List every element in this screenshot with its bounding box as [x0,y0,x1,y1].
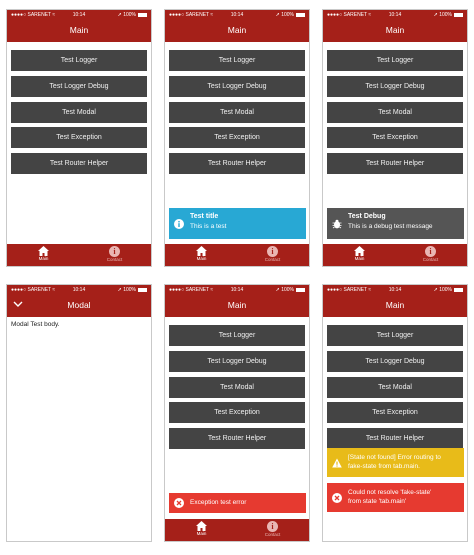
test-logger-button[interactable]: Test Logger [327,50,463,71]
clock: 10:14 [388,12,402,18]
carrier-label: SARENET [27,12,52,18]
error-toast[interactable] [327,483,464,512]
tab-contact[interactable] [394,244,467,266]
nav-header [7,285,151,317]
tab-main-label: Main [354,256,365,261]
nav-header [165,285,309,317]
test-logger-debug-button[interactable]: Test Logger Debug [327,351,463,372]
page-title: Main [227,300,247,310]
test-modal-button[interactable]: Test Modal [11,102,147,123]
status-bar [323,286,467,295]
test-modal-button[interactable]: Test Modal [169,102,305,123]
toast-message [348,453,460,471]
test-logger-button[interactable]: Test Logger [169,50,305,71]
carrier-label: SARENET [185,12,210,18]
tab-contact-label: Contact [264,257,281,262]
test-router-helper-button[interactable]: Test Router Helper [169,153,305,174]
battery-icon [296,288,305,292]
status-bar [323,11,467,20]
tab-bar [165,519,309,541]
warning-toast[interactable] [327,448,464,477]
info-icon: i [267,521,278,532]
signal-icon: ●●●●○ [169,287,185,293]
info-toast[interactable] [169,208,306,239]
wifi-icon: ≈ [210,12,214,18]
info-circle-icon [174,219,184,229]
test-logger-debug-button[interactable]: Test Logger Debug [11,76,147,97]
battery-percent: 100% [439,12,452,18]
tab-bar [165,244,309,266]
tab-main[interactable] [7,244,80,266]
toast-message-line-2: from state 'tab.main' [348,498,407,505]
location-icon: ➚ [275,287,280,293]
signal-icon: ●●●●○ [327,287,343,293]
battery-icon [138,288,147,292]
test-logger-debug-button[interactable]: Test Logger Debug [169,76,305,97]
test-exception-button[interactable]: Test Exception [327,402,463,423]
toast-message: Exception test error [190,499,247,506]
toast-title: Test title [190,213,219,220]
nav-header [323,10,467,42]
home-icon [196,246,207,256]
signal-icon: ●●●●○ [169,12,185,18]
carrier-label: SARENET [343,287,368,293]
test-modal-button[interactable]: Test Modal [327,377,463,398]
nav-header [165,10,309,42]
tab-contact[interactable] [236,519,309,541]
tab-main-label: Main [196,531,207,536]
test-exception-button[interactable]: Test Exception [11,127,147,148]
tab-contact[interactable] [78,244,151,266]
test-logger-debug-button[interactable]: Test Logger Debug [169,351,305,372]
tab-main-label: Main [38,256,49,261]
tab-main[interactable] [323,244,396,266]
test-logger-debug-button[interactable]: Test Logger Debug [327,76,463,97]
battery-percent: 100% [281,287,294,293]
tab-main[interactable] [165,244,238,266]
test-exception-button[interactable]: Test Exception [327,127,463,148]
test-logger-button[interactable]: Test Logger [11,50,147,71]
debug-toast[interactable] [327,208,464,239]
signal-icon: ●●●●○ [327,12,343,18]
toast-message: This is a test [190,223,227,230]
signal-icon: ●●●●○ [11,287,27,293]
page-title: Main [227,25,247,35]
error-circle-icon [174,498,184,508]
test-logger-button[interactable]: Test Logger [327,325,463,346]
test-modal-button[interactable]: Test Modal [169,377,305,398]
toast-message-line-1: Could not resolve 'fake-state' [348,489,432,496]
status-bar [7,286,151,295]
toast-title: Test Debug [348,213,386,220]
status-bar [7,11,151,20]
wifi-icon: ≈ [52,287,56,293]
wifi-icon: ≈ [52,12,56,18]
home-icon [354,246,365,256]
clock: 10:14 [72,287,86,293]
wifi-icon: ≈ [368,287,372,293]
battery-percent: 100% [439,287,452,293]
toast-message-line-2: fake-state from tab.main. [348,463,420,470]
screen-main-router-toasts [322,284,468,542]
location-icon: ➚ [433,287,438,293]
signal-icon: ●●●●○ [11,12,27,18]
location-icon: ➚ [433,12,438,18]
nav-header [323,285,467,317]
tab-contact-label: Contact [264,532,281,537]
screen-main-debug-toast [322,9,468,267]
warning-triangle-icon [332,458,342,468]
exception-toast[interactable] [169,493,306,513]
screen-modal [6,284,152,542]
battery-percent: 100% [123,287,136,293]
tab-contact-label: Contact [106,257,123,262]
test-modal-button[interactable]: Test Modal [327,102,463,123]
tab-contact[interactable] [236,244,309,266]
info-icon: i [425,246,436,257]
info-icon: i [109,246,120,257]
battery-icon [138,13,147,17]
info-icon: i [267,246,278,257]
tab-main[interactable] [165,519,238,541]
modal-body-text: Modal Test body. [11,321,60,328]
screen-main [6,9,152,267]
wifi-icon: ≈ [368,12,372,18]
error-circle-icon [332,493,342,503]
carrier-label: SARENET [27,287,52,293]
carrier-label: SARENET [343,12,368,18]
test-router-helper-button[interactable]: Test Router Helper [169,428,305,449]
nav-header [7,10,151,42]
battery-percent: 100% [123,12,136,18]
location-icon: ➚ [275,12,280,18]
battery-percent: 100% [281,12,294,18]
tab-bar [7,244,151,266]
test-logger-button[interactable]: Test Logger [169,325,305,346]
toast-message [348,488,460,506]
location-icon: ➚ [117,287,122,293]
page-title: Main [385,25,405,35]
status-bar [165,286,309,295]
test-router-helper-button[interactable]: Test Router Helper [327,153,463,174]
battery-icon [454,288,463,292]
home-icon [38,246,49,256]
clock: 10:14 [230,287,244,293]
test-router-helper-button[interactable]: Test Router Helper [327,428,463,449]
test-router-helper-button[interactable]: Test Router Helper [11,153,147,174]
page-title: Modal [67,300,91,310]
bug-icon [332,219,342,229]
status-bar [165,11,309,20]
tab-main-label: Main [196,256,207,261]
clock: 10:14 [230,12,244,18]
clock: 10:14 [388,287,402,293]
toast-message: This is a debug test message [348,223,433,230]
test-exception-button[interactable]: Test Exception [169,127,305,148]
location-icon: ➚ [117,12,122,18]
battery-icon [296,13,305,17]
tab-bar [323,244,467,266]
toast-message-line-1: [State not found] Error routing to [348,454,441,461]
page-title: Main [69,25,89,35]
home-icon [196,521,207,531]
wifi-icon: ≈ [210,287,214,293]
carrier-label: SARENET [185,287,210,293]
clock: 10:14 [72,12,86,18]
test-exception-button[interactable]: Test Exception [169,402,305,423]
page-title: Main [385,300,405,310]
tab-contact-label: Contact [422,257,439,262]
screen-main-exception-toast [164,284,310,542]
battery-icon [454,13,463,17]
screen-main-info-toast [164,9,310,267]
